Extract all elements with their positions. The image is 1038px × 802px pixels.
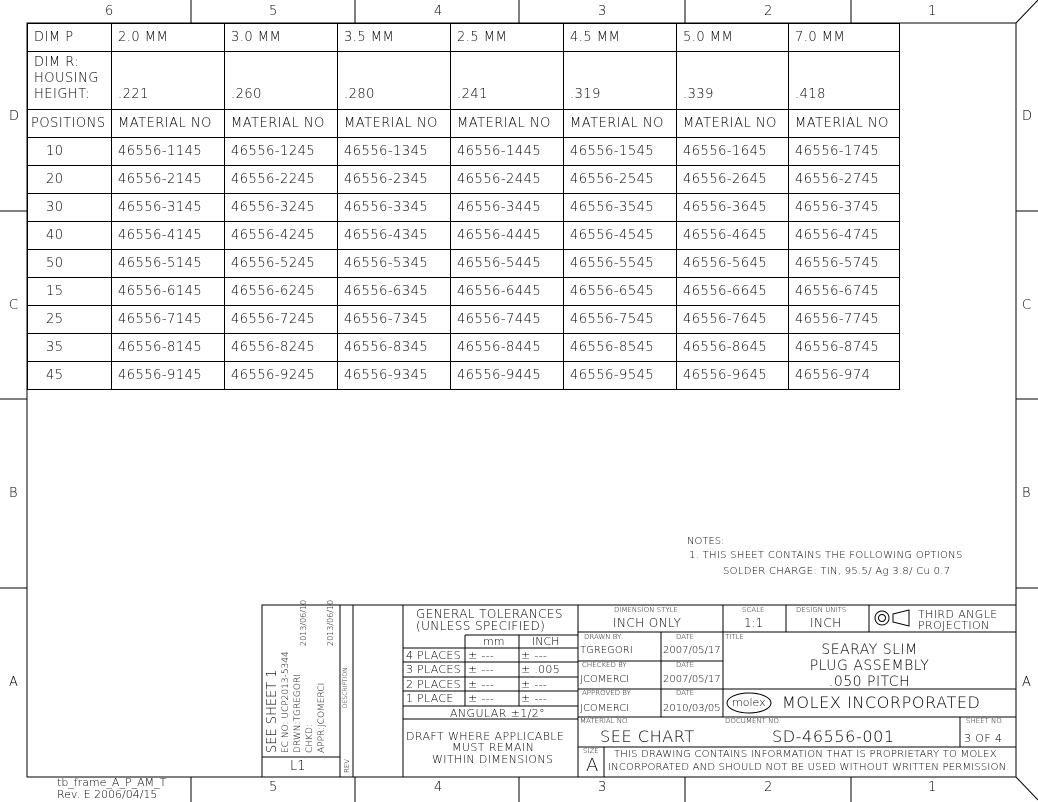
zone-label: A (1022, 675, 1031, 690)
material-header: MATERIAL NO (225, 110, 338, 138)
table-row (28, 138, 900, 166)
title-label: TITLE (725, 633, 744, 641)
zone-label: 5 (269, 780, 278, 795)
position-count: 50 (28, 250, 112, 278)
part-number-cell: 46556-2245 (225, 166, 338, 194)
scale-value: 1:1 (744, 616, 764, 630)
dim-r-cell: .319 (564, 52, 677, 110)
sheet-no: 3 OF 4 (964, 732, 1003, 745)
part-number-cell: 46556-7345 (338, 306, 451, 334)
part-number-cell: 46556-2345 (338, 166, 451, 194)
design-units-label: DESIGN UNITS (796, 606, 847, 614)
part-number-cell: 46556-8645 (677, 334, 789, 362)
material-header: MATERIAL NO (564, 110, 677, 138)
material-header: MATERIAL NO (451, 110, 564, 138)
part-number-cell: 46556-3445 (451, 194, 564, 222)
rev-value: L1 (290, 759, 306, 774)
part-number-cell: 46556-4245 (225, 222, 338, 250)
title-line: SEARAY SLIM (821, 642, 918, 658)
drawn-by-rev: DRWN:TGREGORI (293, 674, 303, 753)
draft-note: DRAFT WHERE APPLICABLE (406, 730, 565, 743)
part-number-cell: 46556-5745 (789, 250, 900, 278)
notes-line: SOLDER CHARGE: TIN, 95.5/ Ag 3.8/ Cu 0.7 (723, 566, 951, 577)
title-line: .050 PITCH (828, 674, 911, 690)
part-number-cell: 46556-8145 (112, 334, 225, 362)
part-number-cell: 46556-5245 (225, 250, 338, 278)
size-value: A (586, 755, 599, 776)
approved-by: JCOMERCI (580, 703, 630, 714)
tolerance-inch-value: ± --- (521, 692, 548, 705)
frame-id: tb_frame_A_P_AM_T (57, 776, 167, 789)
part-number-cell: 46556-6245 (225, 278, 338, 306)
zone-label: D (9, 109, 20, 124)
dim-r-cell: .260 (225, 52, 338, 110)
header-row (28, 110, 900, 138)
table-row (28, 334, 900, 362)
part-number-cell: 46556-7245 (225, 306, 338, 334)
dim-p-cell: 2.5 MM (451, 24, 564, 52)
material-header: MATERIAL NO (789, 110, 900, 138)
zone-label: 6 (105, 4, 114, 19)
tolerance-mm-value: ± --- (468, 678, 495, 691)
table-row (28, 306, 900, 334)
part-number-cell: 46556-3545 (564, 194, 677, 222)
date-label: DATE (676, 661, 695, 669)
zone-label: A (9, 675, 18, 690)
drawn-by: TGREGORI (580, 645, 633, 656)
part-number-cell: 46556-9145 (112, 362, 225, 390)
zone-label: 3 (598, 4, 607, 19)
table-row (28, 250, 900, 278)
part-number-cell: 46556-8345 (338, 334, 451, 362)
part-number-cell: 46556-1445 (451, 138, 564, 166)
zone-label: C (1022, 298, 1032, 313)
tolerance-mm-value: ± --- (468, 663, 495, 676)
part-number-cell: 46556-5345 (338, 250, 451, 278)
part-number-cell: 46556-6645 (677, 278, 789, 306)
part-number-cell: 46556-3145 (112, 194, 225, 222)
zone-label: B (9, 486, 18, 501)
part-number-cell: 46556-8745 (789, 334, 900, 362)
dim-p-cell: 2.0 MM (112, 24, 225, 52)
positions-header: POSITIONS (28, 110, 112, 138)
see-sheet-text: SEE SHEET 1 (265, 669, 280, 753)
part-number-cell: 46556-2745 (789, 166, 900, 194)
part-number-cell: 46556-1545 (564, 138, 677, 166)
zone-label: 1 (928, 780, 937, 795)
approved-by-label: APPROVED BY (582, 689, 631, 697)
part-number-cell: 46556-6445 (451, 278, 564, 306)
zone-label: 1 (928, 4, 937, 19)
part-number-cell: 46556-4345 (338, 222, 451, 250)
date-label: DATE (676, 633, 695, 641)
design-units-value: INCH (810, 616, 842, 630)
part-number-cell: 46556-3245 (225, 194, 338, 222)
angular-tolerance: ANGULAR ±1/2° (450, 707, 545, 720)
projection-label: PROJECTION (918, 619, 990, 632)
checked-by: JCOMERCI (580, 674, 630, 685)
tolerance-places-label: 4 PLACES (406, 649, 461, 662)
position-count: 10 (28, 138, 112, 166)
approved-date-rev: 2013/06/10 (326, 599, 335, 646)
part-number-cell: 46556-5645 (677, 250, 789, 278)
approved-rev: APPR:JCOMERCI (317, 682, 327, 753)
part-number-cell: 46556-9445 (451, 362, 564, 390)
dim-r-cell: .221 (112, 52, 225, 110)
part-number-cell: 46556-7645 (677, 306, 789, 334)
dim-r-label (28, 52, 112, 110)
zone-label: 4 (434, 780, 443, 795)
part-number-cell: 46556-4645 (677, 222, 789, 250)
part-number-cell: 46556-9645 (677, 362, 789, 390)
scale-label: SCALE (742, 606, 765, 614)
zone-label: C (9, 298, 19, 313)
tolerance-subtitle: (UNLESS SPECIFIED) (416, 619, 546, 633)
checked-rev: CHKD: (305, 724, 315, 753)
table-row (28, 362, 900, 390)
part-number-cell: 46556-1245 (225, 138, 338, 166)
zone-label: 2 (764, 4, 773, 19)
material-header: MATERIAL NO (112, 110, 225, 138)
dim-r-line: DIM R: (34, 55, 80, 70)
tolerance-inch-value: ± --- (521, 678, 548, 691)
molex-logo: molex (732, 696, 766, 709)
part-number-cell: 46556-1145 (112, 138, 225, 166)
zone-label: 3 (598, 780, 607, 795)
proprietary-notice: THIS DRAWING CONTAINS INFORMATION THAT IS PROPRIETARY TO MOLEX (614, 749, 997, 760)
part-number-cell: 46556-9245 (225, 362, 338, 390)
part-number-cell: 46556-1345 (338, 138, 451, 166)
part-number-cell: 46556-9545 (564, 362, 677, 390)
dim-style-value: INCH ONLY (613, 616, 682, 630)
dim-p-cell: 3.0 MM (225, 24, 338, 52)
part-number-cell: 46556-974 (789, 362, 900, 390)
part-number-cell: 46556-7545 (564, 306, 677, 334)
dim-r-line: HOUSING (34, 71, 99, 86)
frame-revision: Rev. E 2006/04/15 (57, 788, 158, 801)
position-count: 30 (28, 194, 112, 222)
zone-label: 4 (434, 4, 443, 19)
draft-note: WITHIN DIMENSIONS (432, 753, 554, 766)
part-number-cell: 46556-4545 (564, 222, 677, 250)
third-angle-projection-icon (874, 609, 910, 627)
sheet-no-label: SHEET NO. (966, 717, 1004, 725)
proprietary-notice: INCORPORATED AND SHOULD NOT BE USED WITHOUT WRITTEN PERMISSION (608, 762, 1007, 773)
tolerance-inch-header: INCH (532, 635, 560, 648)
part-number-cell: 46556-3345 (338, 194, 451, 222)
table-row (28, 278, 900, 306)
tolerance-inch-value: ± .005 (521, 663, 561, 676)
dim-r-cell: .339 (677, 52, 789, 110)
part-number-cell: 46556-3745 (789, 194, 900, 222)
table-row (28, 166, 900, 194)
part-number-cell: 46556-4145 (112, 222, 225, 250)
document-no-label: DOCUMENT NO. (725, 717, 781, 725)
part-number-cell: 46556-1645 (677, 138, 789, 166)
position-count: 20 (28, 166, 112, 194)
description-label: DESCRIPTION (342, 667, 349, 708)
table-row (28, 194, 900, 222)
dim-r-line: HEIGHT: (34, 87, 91, 102)
tolerance-mm-value: ± --- (468, 692, 495, 705)
part-number-cell: 46556-6545 (564, 278, 677, 306)
zone-label: 5 (269, 4, 278, 19)
dim-p-cell: 7.0 MM (789, 24, 900, 52)
date-label: DATE (676, 689, 695, 697)
dim-p-cell: 5.0 MM (677, 24, 789, 52)
drawing-title (723, 642, 1016, 690)
tolerance-places-label: 2 PLACES (406, 678, 461, 691)
draft-note: MUST REMAIN (452, 741, 535, 754)
position-count: 40 (28, 222, 112, 250)
drawn-by-label: DRAWN BY (584, 633, 622, 641)
tolerance-places-label: 1 PLACE (406, 692, 454, 705)
ec-number: EC NO: UCP2013-5344 (281, 651, 291, 753)
part-number-cell: 46556-4745 (789, 222, 900, 250)
dim-r-cell: .280 (338, 52, 451, 110)
tolerance-title: GENERAL TOLERANCES (416, 607, 563, 621)
zone-label: 2 (764, 780, 773, 795)
dim-r-row (28, 52, 900, 110)
part-number-cell: 46556-8545 (564, 334, 677, 362)
part-number-cell: 46556-1745 (789, 138, 900, 166)
part-number-cell: 46556-8245 (225, 334, 338, 362)
part-number-cell: 46556-8445 (451, 334, 564, 362)
projection-label: THIRD ANGLE (918, 608, 998, 621)
rev-label: REV (343, 758, 351, 773)
part-number-cell: 46556-2445 (451, 166, 564, 194)
material-no: SEE CHART (600, 727, 695, 746)
part-number-chart (27, 23, 900, 390)
position-count: 25 (28, 306, 112, 334)
part-number-cell: 46556-6145 (112, 278, 225, 306)
dim-r-cell: .241 (451, 52, 564, 110)
part-number-cell: 46556-7445 (451, 306, 564, 334)
part-number-cell: 46556-6345 (338, 278, 451, 306)
approved-date: 2010/03/05 (663, 703, 721, 714)
dim-p-row (28, 24, 900, 52)
dim-style-label: DIMENSION STYLE (614, 606, 678, 614)
dim-p-label: DIM P (28, 24, 112, 52)
part-number-cell: 46556-7145 (112, 306, 225, 334)
document-no: SD-46556-001 (772, 727, 895, 746)
part-number-cell: 46556-3645 (677, 194, 789, 222)
drawn-date-rev: 2013/06/10 (299, 599, 308, 646)
notes-line: 1. THIS SHEET CONTAINS THE FOLLOWING OPTIONS (689, 550, 963, 561)
size-label: SIZE (583, 747, 599, 755)
material-no-label: MATERIAL NO. (580, 717, 630, 725)
part-number-cell: 46556-5545 (564, 250, 677, 278)
checked-date: 2007/05/17 (663, 674, 721, 685)
tolerance-mm-value: ± --- (468, 649, 495, 662)
dim-p-cell: 4.5 MM (564, 24, 677, 52)
dim-p-cell: 3.5 MM (338, 24, 451, 52)
company-name: MOLEX INCORPORATED (782, 693, 981, 712)
zone-label: B (1022, 486, 1031, 501)
tolerance-mm-header: mm (483, 635, 505, 648)
part-number-cell: 46556-6745 (789, 278, 900, 306)
part-number-cell: 46556-9345 (338, 362, 451, 390)
position-count: 15 (28, 278, 112, 306)
tolerance-places-label: 3 PLACES (406, 663, 461, 676)
title-line: PLUG ASSEMBLY (809, 658, 930, 674)
checked-by-label: CHECKED BY (582, 661, 627, 669)
part-number-cell: 46556-7745 (789, 306, 900, 334)
position-count: 45 (28, 362, 112, 390)
part-number-cell: 46556-2645 (677, 166, 789, 194)
table-row (28, 222, 900, 250)
part-number-cell: 46556-5445 (451, 250, 564, 278)
part-number-cell: 46556-4445 (451, 222, 564, 250)
part-number-cell: 46556-2145 (112, 166, 225, 194)
part-number-cell: 46556-2545 (564, 166, 677, 194)
tolerance-inch-value: ± --- (521, 649, 548, 662)
notes-heading: NOTES: (687, 536, 725, 547)
zone-label: D (1022, 109, 1033, 124)
part-number-cell: 46556-5145 (112, 250, 225, 278)
material-header: MATERIAL NO (677, 110, 789, 138)
position-count: 35 (28, 334, 112, 362)
dim-r-cell: .418 (789, 52, 900, 110)
drawn-date: 2007/05/17 (663, 645, 721, 656)
material-header: MATERIAL NO (338, 110, 451, 138)
